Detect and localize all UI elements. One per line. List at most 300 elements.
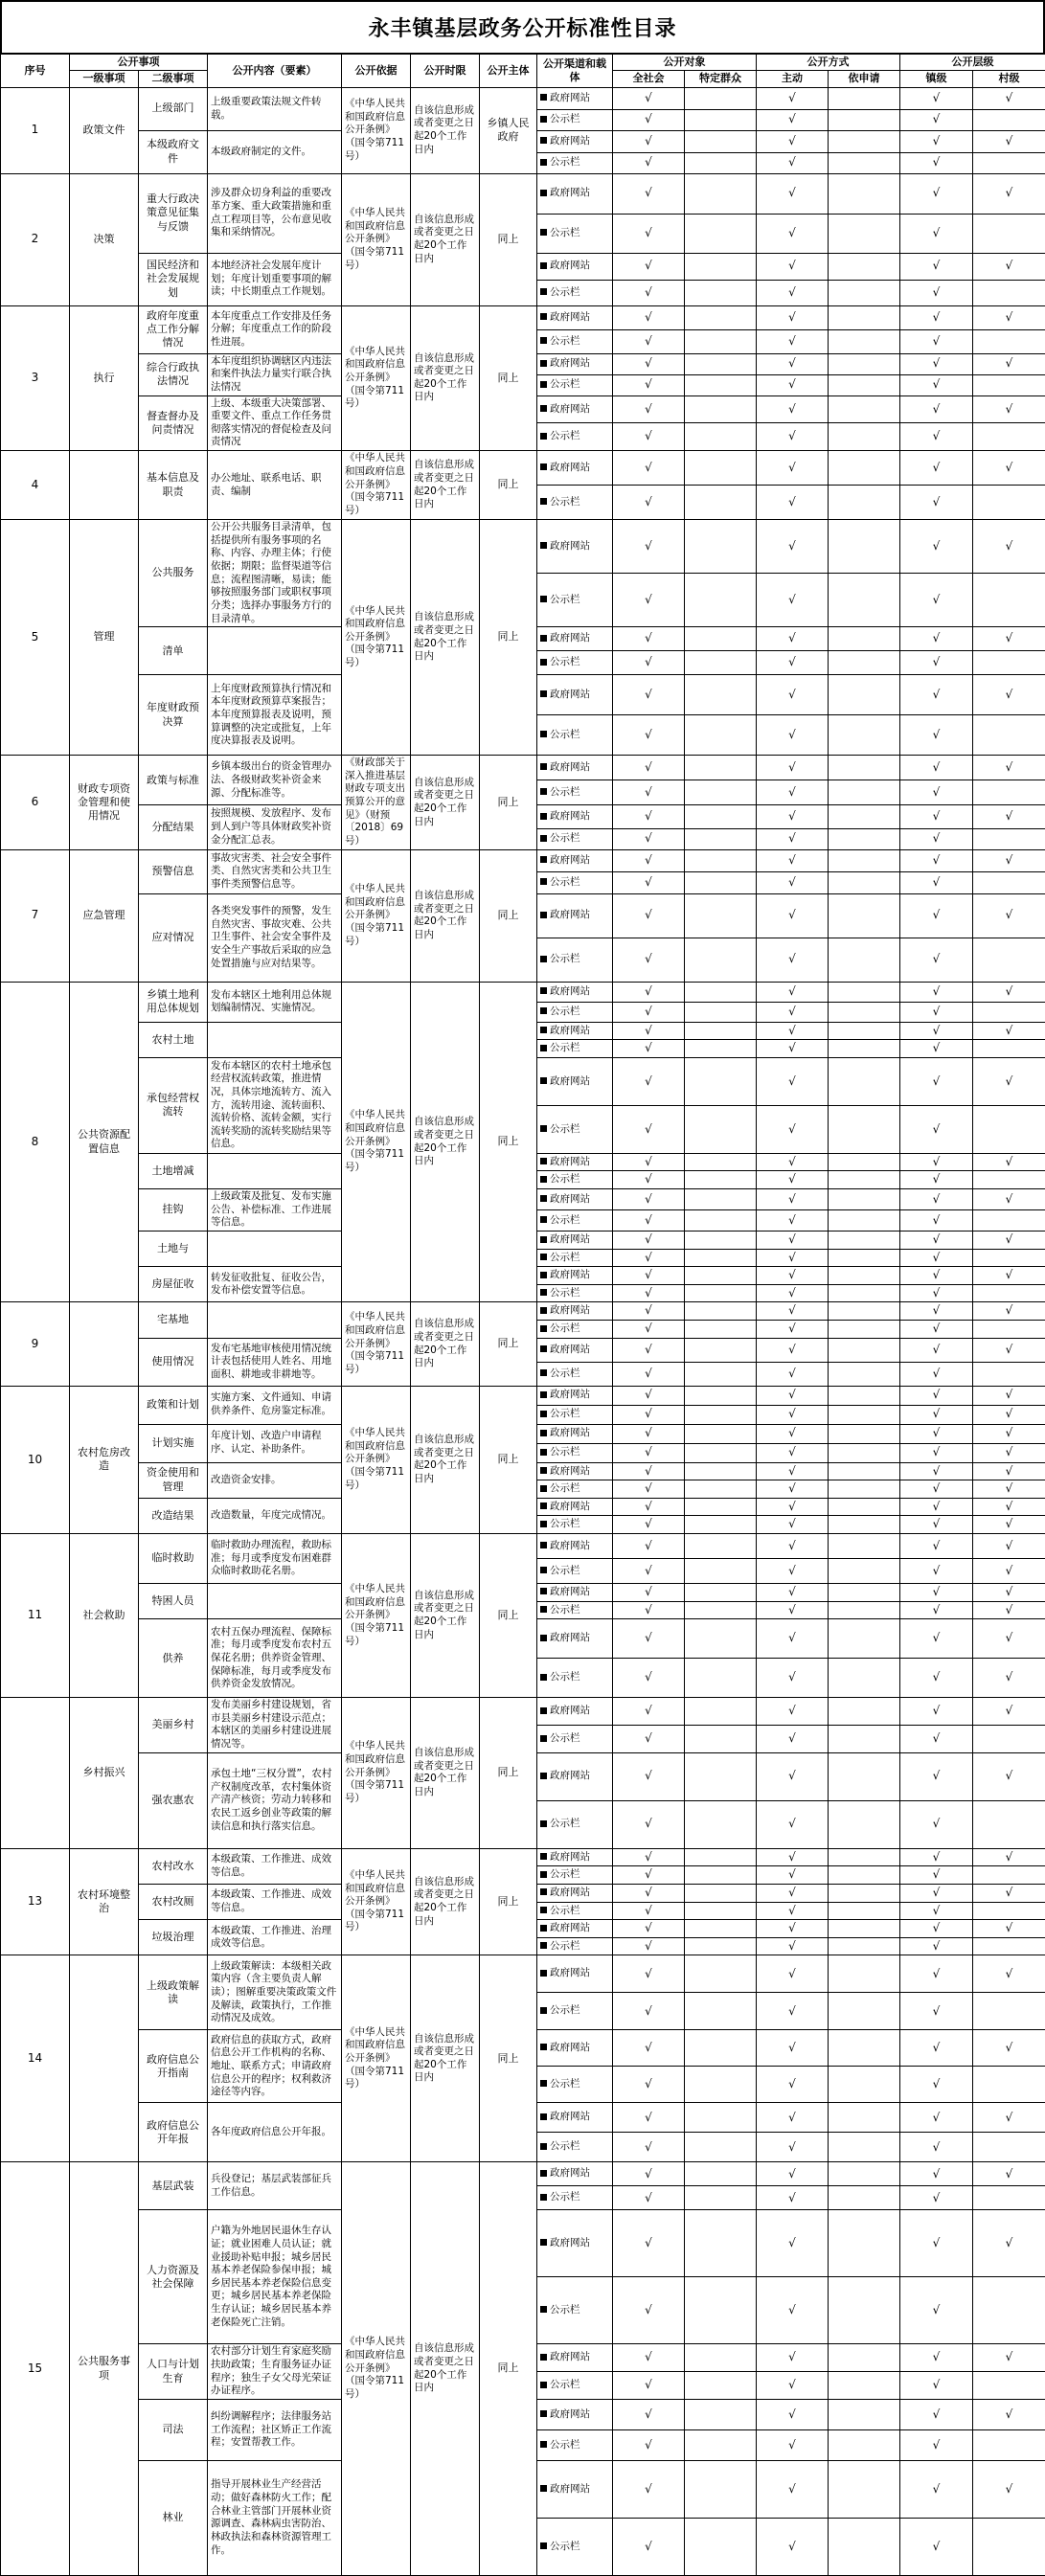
checkmark-icon: √ (645, 1464, 652, 1478)
check-cell (757, 374, 829, 395)
channel-cell (537, 1993, 613, 2030)
row-seq: 5 (1, 520, 70, 756)
checkmark-icon: √ (933, 495, 941, 508)
check-cell (973, 1153, 1045, 1171)
check-cell (685, 1534, 757, 1559)
checkmark-icon: √ (645, 461, 652, 474)
checkmark-icon: √ (645, 1367, 652, 1380)
channel-cell (537, 1937, 613, 1955)
check-cell (900, 87, 973, 109)
check-cell (829, 1498, 900, 1516)
channel-label: 政府网站 (550, 1501, 590, 1512)
check-cell (757, 1386, 829, 1405)
channel-label: 政府网站 (550, 311, 590, 323)
item-content: 农村部分计划生育家庭奖励扶助政策；生育服务证办证程序；独生子女父母光荣证办证程序。 (208, 2344, 342, 2400)
channel-label: 公示栏 (550, 227, 580, 238)
checkmark-icon: √ (933, 1539, 941, 1552)
check-cell (757, 280, 829, 305)
check-cell (685, 1902, 757, 1920)
check-cell (613, 1232, 685, 1250)
check-cell (973, 651, 1045, 675)
square-bullet-icon (540, 1485, 547, 1492)
period-text: 自该信息形成或者变更之日起20个工作日内 (411, 1848, 480, 1955)
item-content (208, 1302, 342, 1338)
square-bullet-icon (540, 288, 547, 295)
check-cell (829, 1516, 900, 1534)
check-cell (900, 520, 973, 574)
item-level2: 公共服务 (139, 520, 208, 627)
check-cell (757, 1338, 829, 1362)
checkmark-icon: √ (788, 2167, 796, 2181)
channel-cell (537, 2277, 613, 2344)
check-cell (613, 871, 685, 893)
checkmark-icon: √ (1006, 631, 1013, 644)
check-cell (757, 2186, 829, 2210)
table-row (1, 1698, 1045, 1726)
check-cell (829, 520, 900, 574)
square-bullet-icon (540, 1942, 547, 1949)
check-cell (829, 574, 900, 627)
channel-cell (537, 1249, 613, 1267)
check-cell (829, 109, 900, 130)
checkmark-icon: √ (645, 831, 652, 845)
checkmark-icon: √ (933, 186, 941, 199)
checkmark-icon: √ (1006, 908, 1013, 921)
check-cell (900, 1462, 973, 1480)
checkmark-icon: √ (788, 539, 796, 553)
checkmark-icon: √ (788, 1564, 796, 1577)
checkmark-icon: √ (788, 155, 796, 169)
checkmark-icon: √ (1006, 2350, 1013, 2363)
checkmark-icon: √ (645, 2303, 652, 2316)
checkmark-icon: √ (645, 2140, 652, 2154)
checkmark-icon: √ (788, 1631, 796, 1644)
check-cell (900, 1902, 973, 1920)
checkmark-icon: √ (788, 112, 796, 125)
check-cell (973, 1302, 1045, 1321)
channel-label: 政府网站 (550, 2408, 590, 2420)
check-cell (973, 152, 1045, 173)
checkmark-icon: √ (1006, 809, 1013, 823)
channel-cell (537, 805, 613, 829)
square-bullet-icon (540, 1635, 547, 1641)
checkmark-icon: √ (788, 186, 796, 199)
checkmark-icon: √ (1006, 1426, 1013, 1439)
channel-cell (537, 1386, 613, 1405)
check-cell (685, 280, 757, 305)
item-level1: 社会救助 (70, 1534, 139, 1698)
check-cell (613, 1516, 685, 1534)
square-bullet-icon (540, 1606, 547, 1613)
checkmark-icon: √ (788, 285, 796, 299)
check-cell (613, 756, 685, 780)
check-cell (900, 1321, 973, 1339)
channel-cell (537, 1022, 613, 1040)
check-cell (613, 1937, 685, 1955)
check-cell (757, 1902, 829, 1920)
item-level1 (70, 1302, 139, 1386)
item-content: 发布本辖区的农村土地承包经营权流转政策，推进情况，具体宗地流转方、流入方，流转用途、流转面积、流转价格、流转金额，实行流转奖励的流转奖励结果等信息。 (208, 1057, 342, 1153)
channel-cell (537, 893, 613, 938)
check-cell (829, 2067, 900, 2103)
check-cell (757, 893, 829, 938)
item-level2: 年度财政预决算 (139, 675, 208, 756)
checkmark-icon: √ (933, 112, 941, 125)
item-content: 政府信息的获取方式，政府信息公开工作机构的名称、地址、联系方式；申请政府信息公开的程序；权利救济途径等内容。 (208, 2030, 342, 2103)
check-cell (829, 1022, 900, 1040)
square-bullet-icon (540, 433, 547, 440)
check-cell (973, 715, 1045, 756)
item-level2: 强农惠农 (139, 1752, 208, 1848)
channel-label: 公示栏 (550, 1818, 580, 1829)
checkmark-icon: √ (933, 875, 941, 889)
check-cell (900, 1362, 973, 1386)
item-content: 办公地址、联系电话、职责、编制 (208, 451, 342, 520)
check-cell (613, 805, 685, 829)
check-cell (757, 1725, 829, 1752)
check-cell (613, 2210, 685, 2277)
channel-label: 公示栏 (550, 2379, 580, 2390)
check-cell (757, 2460, 829, 2518)
basis-text: 《中华人民共和国政府信息公开条例》（国令第711号） (342, 1302, 411, 1386)
table-row (1, 982, 1045, 1002)
item-level2: 土地增减 (139, 1153, 208, 1188)
check-cell (900, 130, 973, 152)
checkmark-icon: √ (645, 2438, 652, 2452)
check-cell (973, 627, 1045, 651)
item-content: 发布宅基地审核使用情况统计表包括使用人姓名、用地面积、耕地或非耕地等。 (208, 1338, 342, 1386)
basis-text: 《财政部关于深入推进基层财政专项支出预算公开的意见》（财预〔2018〕69号） (342, 756, 411, 849)
check-cell (757, 253, 829, 280)
checkmark-icon: √ (788, 2540, 796, 2553)
check-cell (613, 1619, 685, 1659)
check-cell (685, 805, 757, 829)
check-cell (829, 651, 900, 675)
item-level1: 公共资源配置信息 (70, 982, 139, 1302)
channel-label: 政府网站 (550, 403, 590, 415)
channel-cell (537, 1362, 613, 1386)
check-cell (900, 675, 973, 715)
check-cell (685, 1405, 757, 1424)
check-cell (900, 152, 973, 173)
checkmark-icon: √ (1006, 2407, 1013, 2421)
check-cell (613, 1534, 685, 1559)
channel-label: 政府网站 (550, 2111, 590, 2122)
channel-label: 公示栏 (550, 1446, 580, 1457)
check-cell (900, 2103, 973, 2133)
checkmark-icon: √ (645, 1500, 652, 1513)
check-cell (757, 520, 829, 574)
check-cell (900, 1040, 973, 1058)
check-cell (829, 1937, 900, 1955)
check-cell (829, 1267, 900, 1285)
item-content: 承包土地“三权分置”，农村产权制度改革，农村集体资产清产核资；劳动力转移和农民工返乡创业等政策的解读信息和执行落实信息。 (208, 1752, 342, 1848)
channel-label: 公示栏 (550, 496, 580, 508)
checkmark-icon: √ (1006, 356, 1013, 370)
channel-label: 政府网站 (550, 854, 590, 866)
checkmark-icon: √ (1006, 853, 1013, 867)
check-cell (829, 1619, 900, 1659)
channel-label: 政府网站 (550, 1922, 590, 1933)
channel-cell (537, 1284, 613, 1302)
checkmark-icon: √ (788, 1704, 796, 1717)
check-cell (757, 1698, 829, 1726)
header-basis: 公开依据 (342, 55, 411, 88)
check-cell (613, 2133, 685, 2162)
check-cell (757, 152, 829, 173)
item-level2: 重大行政决策意见征集与反馈 (139, 173, 208, 253)
checkmark-icon: √ (645, 429, 652, 442)
channel-cell (537, 1584, 613, 1602)
check-cell (685, 1171, 757, 1189)
row-seq: 10 (1, 1386, 70, 1533)
checkmark-icon: √ (645, 186, 652, 199)
checkmark-icon: √ (1006, 186, 1013, 199)
check-cell (757, 2103, 829, 2133)
channel-label: 政府网站 (550, 92, 590, 103)
square-bullet-icon (540, 1027, 547, 1033)
check-cell (829, 675, 900, 715)
check-cell (613, 1362, 685, 1386)
check-cell (900, 1284, 973, 1302)
item-level1: 执行 (70, 305, 139, 450)
check-cell (757, 1022, 829, 1040)
square-bullet-icon (540, 763, 547, 770)
check-cell (613, 1338, 685, 1362)
checkmark-icon: √ (1006, 2041, 1013, 2054)
square-bullet-icon (540, 2044, 547, 2050)
channel-label: 政府网站 (550, 1269, 590, 1280)
square-bullet-icon (540, 1195, 547, 1202)
checkmark-icon: √ (645, 1251, 652, 1264)
period-text: 自该信息形成或者变更之日起20个工作日内 (411, 451, 480, 520)
channel-label: 政府网站 (550, 2483, 590, 2495)
item-content (208, 627, 342, 675)
check-cell (757, 1800, 829, 1848)
checkmark-icon: √ (933, 1155, 941, 1168)
check-cell (973, 2186, 1045, 2210)
basis-text: 《中华人民共和国政府信息公开条例》（国令第711号） (342, 1848, 411, 1955)
check-cell (757, 1848, 829, 1866)
check-cell (900, 1405, 973, 1424)
checkmark-icon: √ (933, 655, 941, 668)
checkmark-icon: √ (788, 1192, 796, 1206)
check-cell (900, 2372, 973, 2400)
square-bullet-icon (540, 1521, 547, 1527)
basis-text: 《中华人民共和国政府信息公开条例》（国令第711号） (342, 305, 411, 450)
check-cell (973, 486, 1045, 520)
header-target: 公开对象 (613, 55, 757, 71)
check-cell (829, 1955, 900, 1993)
item-content: 按照规模、发放程序、发布到人到户等具体财政奖补资金分配汇总表。 (208, 805, 342, 849)
channel-cell (537, 2399, 613, 2429)
check-cell (685, 1937, 757, 1955)
channel-cell (537, 1920, 613, 1938)
item-level2: 基层武装 (139, 2162, 208, 2210)
check-cell (829, 1424, 900, 1443)
check-cell (613, 1559, 685, 1584)
checkmark-icon: √ (645, 310, 652, 324)
header-seq: 序号 (1, 55, 70, 88)
row-seq: 4 (1, 451, 70, 520)
check-cell (685, 2186, 757, 2210)
channel-cell (537, 2186, 613, 2210)
channel-cell (537, 1302, 613, 1321)
header-mode-active: 主动 (757, 71, 829, 87)
item-content: 本级政策、工作推进、成效等信息。 (208, 1848, 342, 1884)
check-cell (973, 982, 1045, 1002)
item-level2: 土地与 (139, 1232, 208, 1267)
checkmark-icon: √ (933, 908, 941, 921)
checkmark-icon: √ (1006, 134, 1013, 147)
item-content: 涉及群众切身利益的重要改革方案、重大政策措施和重点工程项目等，公布意见收集和采纳情况。 (208, 173, 342, 253)
item-level1: 公共服务事项 (70, 2162, 139, 2576)
checkmark-icon: √ (933, 1585, 941, 1598)
square-bullet-icon (540, 1125, 547, 1132)
item-level2: 上级部门 (139, 87, 208, 130)
check-cell (900, 1480, 973, 1499)
check-cell (613, 1405, 685, 1424)
check-cell (973, 395, 1045, 423)
checkmark-icon: √ (788, 1867, 796, 1881)
check-cell (613, 828, 685, 849)
check-cell (613, 353, 685, 374)
checkmark-icon: √ (645, 760, 652, 774)
check-cell (973, 214, 1045, 253)
basis-text: 《中华人民共和国政府信息公开条例》（国令第711号） (342, 1534, 411, 1698)
channel-cell (537, 675, 613, 715)
item-content: 上级政策解读：本级相关政策内容（含主要负责人解读）；图解重要决策政策文件及解读，政策执行，工作推动情况及成效。 (208, 1955, 342, 2030)
checkmark-icon: √ (645, 2167, 652, 2181)
channel-label: 政府网站 (550, 2042, 590, 2053)
checkmark-icon: √ (645, 1967, 652, 1980)
header-subject: 公开主体 (480, 55, 537, 88)
check-cell (757, 87, 829, 109)
check-cell (685, 1516, 757, 1534)
checkmark-icon: √ (788, 1074, 796, 1088)
square-bullet-icon (540, 731, 547, 737)
channel-label: 政府网站 (550, 1540, 590, 1551)
check-cell (900, 1848, 973, 1866)
subject-text: 同上 (480, 982, 537, 1302)
check-cell (613, 173, 685, 214)
item-content: 户籍为外地居民退休生存认证；就业困难人员认证；就业援助补贴申报；城乡居民基本养老保险参保申报；城乡居民基本养老保险信息变更；城乡居民基本养老保险生存认证；城乡居民基本养老保险死亡注销。 (208, 2210, 342, 2344)
header-item-l1: 一级事项 (70, 71, 139, 87)
square-bullet-icon (540, 1907, 547, 1913)
check-cell (685, 849, 757, 871)
channel-cell (537, 1405, 613, 1424)
channel-cell (537, 1619, 613, 1659)
check-cell (973, 173, 1045, 214)
channel-cell (537, 982, 613, 1002)
check-cell (973, 1057, 1045, 1105)
checkmark-icon: √ (645, 631, 652, 644)
check-cell (900, 780, 973, 805)
checkmark-icon: √ (788, 1303, 796, 1317)
channel-cell (537, 520, 613, 574)
period-text: 自该信息形成或者变更之日起20个工作日内 (411, 1698, 480, 1849)
item-level2: 资金使用和管理 (139, 1462, 208, 1498)
item-content: 乡镇本级出台的资金管理办法、各级财政奖补资金来源、分配标准等。 (208, 756, 342, 805)
checkmark-icon: √ (788, 1367, 796, 1380)
check-cell (685, 1725, 757, 1752)
channel-cell (537, 2429, 613, 2460)
channel-cell (537, 1752, 613, 1800)
check-cell (685, 1559, 757, 1584)
check-cell (900, 849, 973, 871)
checkmark-icon: √ (645, 1074, 652, 1088)
checkmark-icon: √ (788, 1343, 796, 1356)
check-cell (613, 1040, 685, 1058)
check-cell (685, 651, 757, 675)
check-cell (685, 395, 757, 423)
checkmark-icon: √ (1006, 1155, 1013, 1168)
check-cell (685, 1866, 757, 1885)
checkmark-icon: √ (933, 1268, 941, 1281)
check-cell (613, 1480, 685, 1499)
check-cell (685, 1848, 757, 1866)
basis-text: 《中华人民共和国政府信息公开条例》（国令第711号） (342, 2162, 411, 2576)
checkmark-icon: √ (645, 2111, 652, 2124)
checkmark-icon: √ (933, 2350, 941, 2363)
checkmark-icon: √ (645, 1192, 652, 1206)
check-cell (973, 1171, 1045, 1189)
item-level1: 管理 (70, 520, 139, 756)
checkmark-icon: √ (645, 2482, 652, 2496)
check-cell (685, 2429, 757, 2460)
square-bullet-icon (540, 94, 547, 101)
check-cell (685, 451, 757, 486)
channel-label: 政府网站 (550, 1586, 590, 1597)
check-cell (829, 152, 900, 173)
square-bullet-icon (540, 835, 547, 842)
checkmark-icon: √ (1006, 1886, 1013, 1899)
checkmark-icon: √ (788, 2041, 796, 2054)
checkmark-icon: √ (645, 1041, 652, 1054)
checkmark-icon: √ (788, 1155, 796, 1168)
square-bullet-icon (540, 313, 547, 320)
checkmark-icon: √ (788, 1886, 796, 1899)
check-cell (829, 1171, 900, 1189)
checkmark-icon: √ (788, 1731, 796, 1745)
check-cell (973, 1498, 1045, 1516)
checkmark-icon: √ (645, 655, 652, 668)
checkmark-icon: √ (788, 461, 796, 474)
channel-cell (537, 2344, 613, 2372)
check-cell (829, 451, 900, 486)
check-cell (685, 1022, 757, 1040)
check-cell (613, 1267, 685, 1285)
channel-label: 政府网站 (550, 1967, 590, 1978)
channel-cell (537, 2518, 613, 2575)
checkmark-icon: √ (788, 760, 796, 774)
checkmark-icon: √ (788, 875, 796, 889)
checkmark-icon: √ (933, 539, 941, 553)
checkmark-icon: √ (645, 1122, 652, 1136)
check-cell (829, 938, 900, 982)
check-cell (613, 329, 685, 353)
checkmark-icon: √ (645, 134, 652, 147)
channel-cell (537, 109, 613, 130)
checkmark-icon: √ (788, 1481, 796, 1495)
checkmark-icon: √ (645, 984, 652, 998)
checkmark-icon: √ (1006, 2111, 1013, 2124)
check-cell (829, 1321, 900, 1339)
table-row (1, 87, 1045, 109)
checkmark-icon: √ (645, 155, 652, 169)
channel-label: 政府网站 (550, 1465, 590, 1477)
check-cell (685, 1249, 757, 1267)
